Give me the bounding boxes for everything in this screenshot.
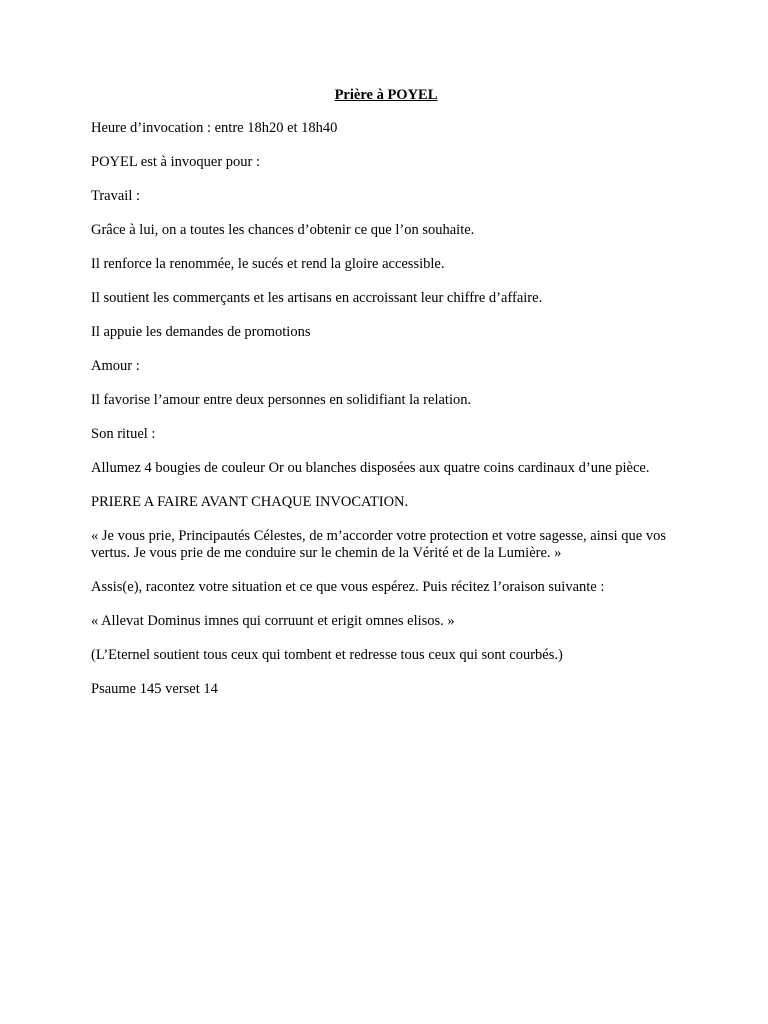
paragraph-invoke-for: POYEL est à invoquer pour :	[91, 154, 261, 170]
document-page	[91, 86, 681, 715]
paragraph-work-1: Grâce à lui, on a toutes les chances d’obtenir ce que l’on souhaite.	[91, 222, 475, 238]
paragraph-invocation-time: Heure d’invocation : entre 18h20 et 18h40	[91, 120, 338, 136]
paragraph-translation: (L’Eternel soutient tous ceux qui tombent et redresse tous ceux qui sont courbés.)	[91, 647, 563, 663]
heading-ritual: Son rituel :	[91, 426, 156, 442]
paragraph-ritual: Allumez 4 bougies de couleur Or ou blanches disposées aux quatre coins cardinaux d’une pièce.	[91, 460, 650, 476]
paragraph-instructions: Assis(e), racontez votre situation et ce que vous espérez. Puis récitez l’oraison suivante :	[91, 579, 605, 595]
paragraph-work-2: Il renforce la renommée, le sucés et rend la gloire accessible.	[91, 256, 445, 272]
heading-love: Amour :	[91, 358, 140, 374]
document-title: Prière à POYEL	[334, 87, 438, 103]
paragraph-work-4: Il appuie les demandes de promotions	[91, 324, 311, 340]
paragraph-work-3: Il soutient les commerçants et les artisans en accroissant leur chiffre d’affaire.	[91, 290, 543, 306]
heading-prayer: PRIERE A FAIRE AVANT CHAQUE INVOCATION.	[91, 494, 409, 510]
heading-work: Travail :	[91, 188, 141, 204]
paragraph-love: Il favorise l’amour entre deux personnes en solidifiant la relation.	[91, 392, 472, 408]
paragraph-oraison: « Allevat Dominus imnes qui corruunt et erigit omnes elisos. »	[91, 613, 455, 629]
paragraph-psalm-reference: Psaume 145 verset 14	[91, 681, 218, 697]
paragraph-prayer: « Je vous prie, Principautés Célestes, de m’accorder votre protection et votre sagesse, ainsi que vos vertus. Je vous prie de me conduire sur le chemin de la Vérité et de la Lumière. »	[91, 528, 666, 561]
